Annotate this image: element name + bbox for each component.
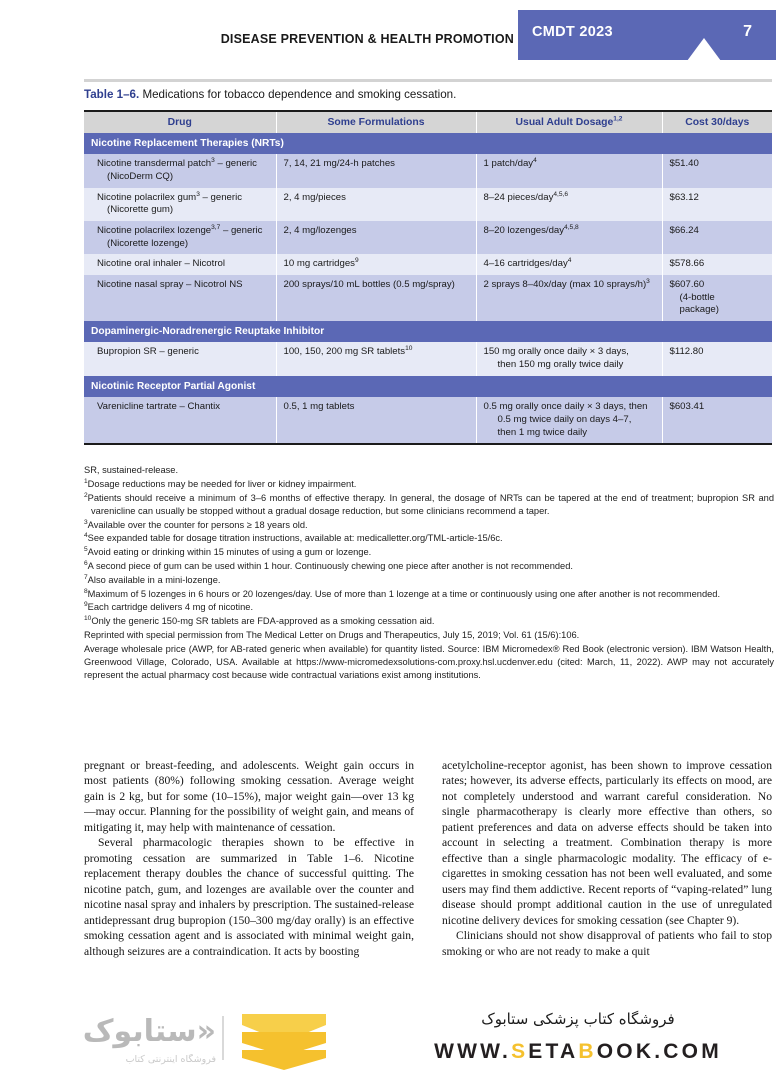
drug-name: Nicotine transdermal patch$^3$ – generic (NicoDerm CQ) [97,157,257,183]
url-char: W [480,1040,503,1063]
cell-cost: $51.40 [662,154,772,187]
footnote-item: $^5$Avoid eating or drinking within 15 minutes of using a gum or lozenge. [84,546,372,558]
cell-formulation: 2, 4 mg/pieces [276,188,476,221]
table-caption-label: Table 1–6. [84,88,140,101]
header-divider [84,79,772,82]
url-char: O [681,1040,702,1063]
column-header-cost-label: Cost 30/days [685,117,750,128]
running-head-badge [518,10,776,60]
column-header-formulations-label: Some Formulations [327,117,425,128]
section-header-row [84,376,772,397]
url-char: B [578,1040,597,1063]
paragraph: acetylcholine-receptor agonist, has been shown to improve cessation rates; however, its adverse effects, particularly its effects on mood, are not completely understood and warrant careful consideration. No single pharmacotherapy is clearly more effective than others, so patient preferences and data on adverse effects should be taken into account in selecting a treatment. Combination therapy is more effective than a single pharmacologic modality. The efficacy of e-cigarettes in smoking cessation has not been well evaluated, and some users may find them addictive. Recent reports of “vaping-related” lung disease should prompt additional caution in the use of unregulated nicotine delivery devices for smoking cessation (see Chapter 9). [442,759,772,927]
running-head [0,0,776,68]
cell-drug [84,254,276,275]
column-header-dosage [476,112,662,133]
cell-dosage: 150 mg orally once daily × 3 days, then 150 mg orally twice daily [476,342,662,375]
footnote-item: $^2$Patients should receive a minimum of 3–6 months of effective therapy. In general, the dosage of NRTs can be tapered at the end of treatment; bupropion SR and varenicline can usually be stopped without a gradual dosage reduction, but some clinicians recommend a taper. [84,491,774,516]
table-footnotes [84,464,774,683]
table-head [84,111,772,133]
table-row [84,221,772,254]
paragraph: Several pharmacologic therapies shown to be effective in promoting cessation are summarized in Table 1–6. Nicotine replacement therapy doubles the chance of successful quitting. The nicotine patch, gum, and lozenges are available over the counter and nicotine nasal spray and inhalers by prescription. The sustained-release antidepressant drug bupropion (150–300 mg/day orally) is an effective smoking cessation agent and is associated with minimal weight gain, although seizures are a contraindication. It acts by boosting [84,836,414,958]
cost-value: $607.60 [669,279,705,291]
url-char: C [663,1040,682,1063]
section-header-row [84,321,772,342]
logo-wordmark-text: ستابوک [82,1014,197,1049]
drug-name: Nicotine polacrilex gum$^3$ – generic (Nicorette gum) [97,190,242,216]
logo-wordmark: «ستابوک [82,1014,216,1049]
column-header-dosage-sup: 1,2 [613,115,623,123]
url-char: K [635,1040,655,1063]
cell-drug [84,342,276,375]
setabook-logo[interactable] [44,1010,329,1074]
chevron-stack-icon [236,1012,332,1072]
table-header-row [84,112,772,133]
logo-tagline: فروشگاه اینترنتی کتاب [125,1054,216,1065]
column-header-drug-label: Drug [167,117,192,128]
section-header-nrts: Nicotine Replacement Therapies (NRTs) [84,133,772,154]
table-bottom-rule [84,444,772,445]
footer-persian-text: فروشگاه کتاب پزشکی ستابوک [481,1010,675,1028]
column-header-drug [84,112,276,133]
body-columns [84,758,774,1002]
cell-cost: $66.24 [662,221,772,254]
site-footer-banner [0,1002,776,1079]
section-header-row [84,133,772,154]
url-char: . [654,1040,664,1063]
drug-name: Nicotine polacrilex lozenge$^{3,7}$ – generic (Nicorette lozenge) [97,223,263,249]
footnote-item: $^8$Maximum of 5 lozenges in 6 hours or 20 lozenges/day. Use of more than 1 lozenge at a time or continuously using one after another is not recommended. [84,587,721,599]
url-char: T [545,1040,560,1063]
footnote-item: $^1$Dosage reductions may be needed for liver or kidney impairment. [84,477,357,489]
footer-url[interactable] [398,1040,758,1064]
url-char: M [701,1040,722,1063]
table-row [84,188,772,221]
url-char: S [511,1040,529,1063]
footnote-item: $^4$See expanded table for dosage titration instructions, available at: medicalletter.org/TML-article-15/6c. [84,532,503,544]
drug-name: Nicotine nasal spray – Nicotrol NS [97,279,243,291]
drug-name: Bupropion SR – generic [97,346,199,358]
logo-divider [222,1016,224,1060]
cell-formulation: 7, 14, 21 mg/24-h patches [276,154,476,187]
cost-note-line2: package) [679,304,719,316]
table-body [84,133,772,445]
footnote-item: $^{10}$Only the generic 150-mg SR tablets are FDA-approved as a smoking cessation aid. [84,615,435,627]
cell-formulation: 10 mg cartridges$^9$ [276,254,476,275]
cell-drug [84,221,276,254]
column-header-dosage-label: Usual Adult Dosage [515,117,614,128]
section-header-dnri: Dopaminergic-Noradrenergic Reuptake Inhibitor [84,321,772,342]
cost-note-line1: (4-bottle [679,291,715,303]
cell-dosage: 4–16 cartridges/day$^4$ [476,254,662,275]
cell-drug [84,275,276,321]
page-number: 7 [743,23,752,40]
cell-dosage: 8–24 pieces/day$^{4,5,6}$ [476,188,662,221]
url-char: E [528,1040,546,1063]
cell-cost: $603.41 [662,397,772,444]
cell-cost: $63.12 [662,188,772,221]
section-header-nrpa: Nicotinic Receptor Partial Agonist [84,376,772,397]
cell-drug [84,154,276,187]
triangle-notch-icon [687,38,721,61]
table-caption [84,88,774,101]
cell-drug [84,188,276,221]
url-char: W [434,1040,458,1063]
medications-table [84,110,772,445]
cell-dosage: 1 patch/day$^4$ [476,154,662,187]
paragraph: Clinicians should not show disapproval of patients who fail to stop smoking or who are not ready to make a quit [442,929,772,958]
cell-formulation: 100, 150, 200 mg SR tablets$^{10}$ [276,342,476,375]
cell-dosage: 2 sprays 8–40x/day (max 10 sprays/h)$^3$ [476,275,662,321]
url-char: . [502,1040,512,1063]
footnote-source: Average wholesale price (AWP, for AB-rated generic when available) for quantity listed. Source: IBM Micromedex® Red Book (electronic version). IBM Watson Health, Greenwood Village, Colorado, USA. Available at https://www-micromedexsolutions-com.proxy.hsl.ucdenver.edu (cited: March, 11, 2022). AWP may not accurately represent the actual pharmacy cost because wide contractual variations exist among institutions. [84,643,774,681]
column-header-formulations [276,112,476,133]
footnote-item: $^9$Each cartridge delivers 4 mg of nicotine. [84,601,254,613]
table-row [84,342,772,375]
table-caption-text: Medications for tobacco dependence and smoking cessation. [139,88,457,101]
footnote-item: $^6$A second piece of gum can be used within 1 hour. Continuously chewing one piece after another is not recommended. [84,559,573,571]
footnote-reprint: Reprinted with special permission from The Medical Letter on Drugs and Therapeutics, July 15, 2019; Vol. 61 (15/6):106. [84,629,580,640]
cell-formulation: 0.5, 1 mg tablets [276,397,476,444]
cell-cost: $112.80 [662,342,772,375]
url-char: A [560,1040,579,1063]
footnote-item: $^3$Available over the counter for persons ≥ 18 years old. [84,518,308,530]
column-header-cost [662,112,772,133]
cell-dosage: 8–20 lozenges/day$^{4,5,8}$ [476,221,662,254]
body-column-right [442,758,772,1002]
cell-formulation: 200 sprays/10 mL bottles (0.5 mg/spray) [276,275,476,321]
cell-formulation: 2, 4 mg/lozenges [276,221,476,254]
cell-cost: $578.66 [662,254,772,275]
url-char: O [616,1040,636,1063]
url-char: O [596,1040,617,1063]
drug-name: Varenicline tartrate – Chantix [97,401,221,413]
cell-drug [84,397,276,444]
cell-dosage: 0.5 mg orally once daily × 3 days, then 0.5 mg twice daily on days 4–7, then 1 mg twice daily [476,397,662,444]
drug-name: Nicotine oral inhaler – Nicotrol [97,258,225,270]
table-row [84,254,772,275]
table-row [84,397,772,444]
edition-label: CMDT 2023 [532,24,613,40]
footnote-item: $^7$Also available in a mini-lozenge. [84,573,221,585]
cell-cost [662,275,772,321]
table-row [84,154,772,187]
footnote-abbrev: SR, sustained-release. [84,465,179,475]
running-head-title: DISEASE PREVENTION & HEALTH PROMOTION [220,32,514,46]
body-column-left [84,758,414,1002]
url-char: W [457,1040,481,1063]
paragraph: pregnant or breast-feeding, and adolescents. Weight gain occurs in most patients (80%) following smoking cessation. Average weight gain is 2 kg, but for some (10–15%), major weight gain—over 13 kg—may occur. Planning for the possibility of weight gain, and means of mitigating it, may help with maintenance of cessation. [84,759,414,834]
table-row [84,275,772,321]
